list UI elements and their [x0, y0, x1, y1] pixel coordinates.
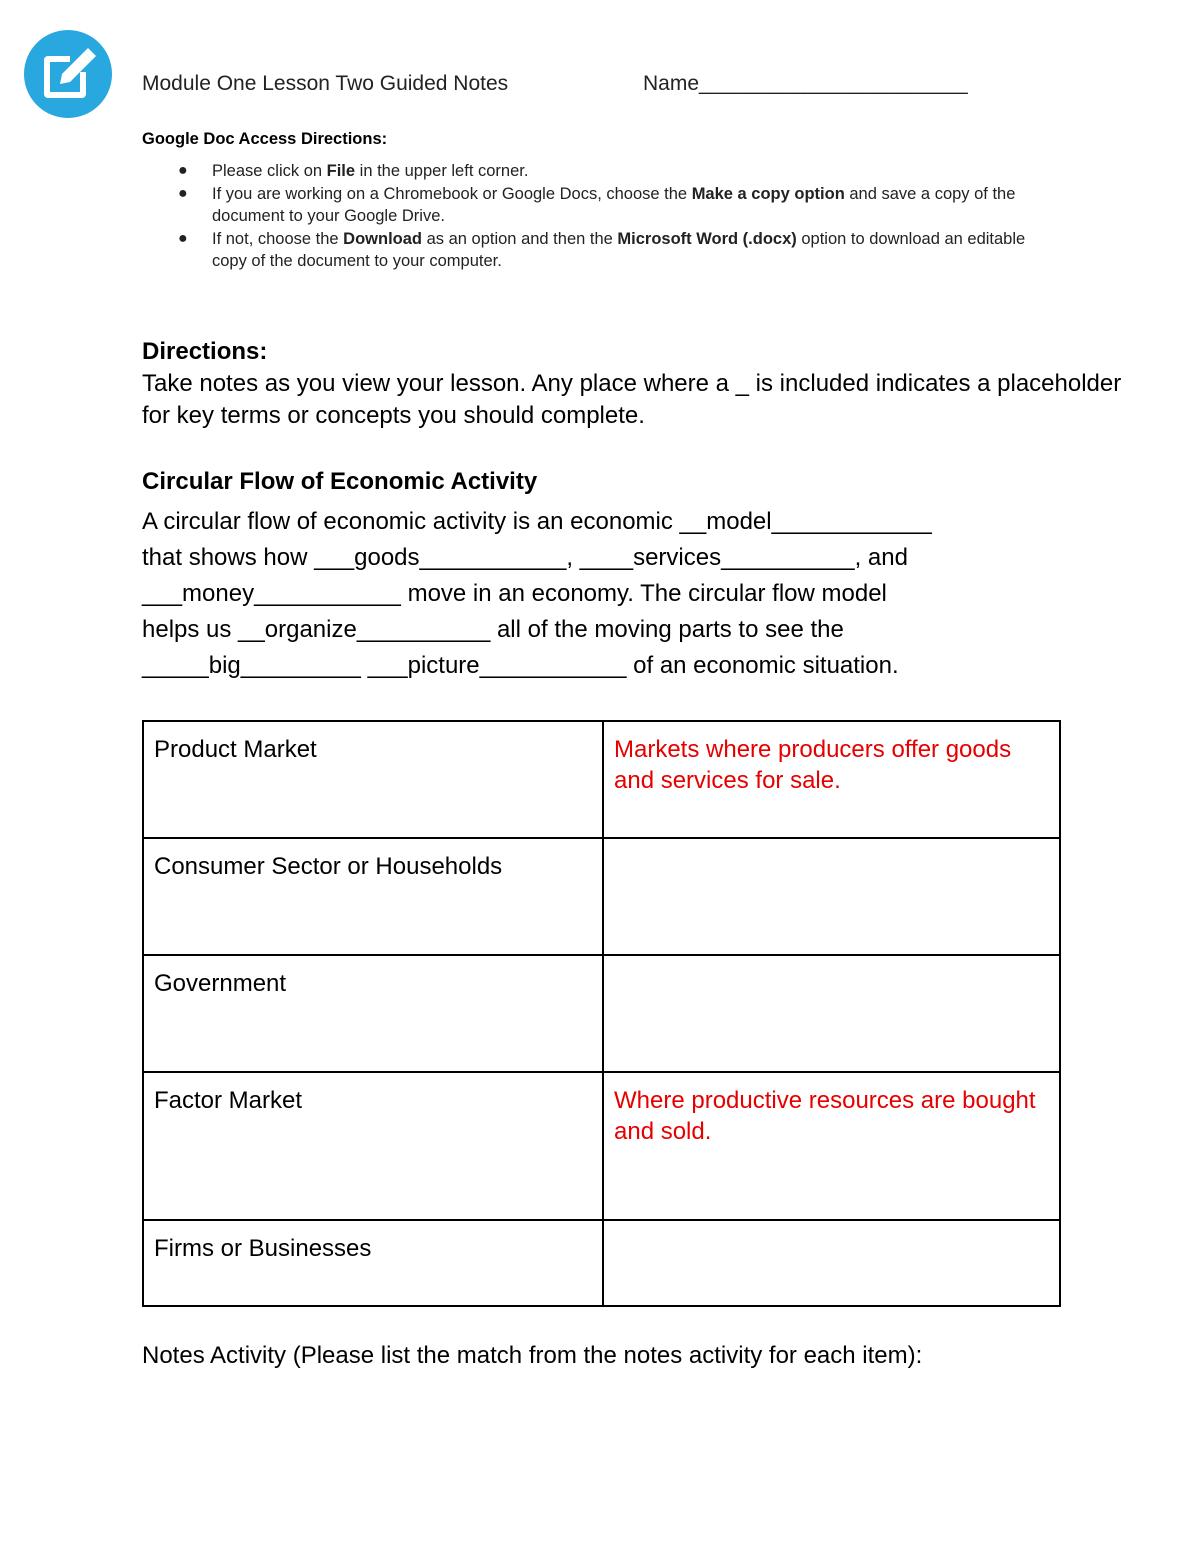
text-run: If you are working on a Chromebook or Google Docs, choose the	[212, 184, 692, 203]
definition-cell[interactable]	[603, 1220, 1060, 1306]
text-run: option to download an editable copy of the document to your computer.	[212, 229, 1026, 270]
table-row	[143, 1220, 1060, 1306]
terms-table	[142, 720, 1061, 1307]
definition-cell[interactable]: Markets where producers offer goods and services for sale.	[603, 721, 1060, 838]
circular-flow-heading: Circular Flow of Economic Activity	[142, 468, 538, 495]
table-row	[143, 1072, 1060, 1220]
circular-flow-paragraph	[142, 504, 1082, 684]
paragraph-line: _____big_________ ___picture___________ of an economic situation.	[142, 652, 899, 679]
definition-cell[interactable]: Where productive resources are bought and sold.	[603, 1072, 1060, 1220]
access-directions-list	[142, 160, 1062, 273]
notes-activity-prompt: Notes Activity (Please list the match from the notes activity for each item):	[142, 1342, 923, 1369]
document-title: Module One Lesson Two Guided Notes	[142, 72, 509, 95]
access-item	[142, 228, 1062, 273]
term-cell: Government	[143, 955, 603, 1072]
paragraph-line: A circular flow of economic activity is an economic __model____________	[142, 508, 932, 535]
definition-cell[interactable]	[603, 955, 1060, 1072]
paragraph-line: ___money___________ move in an economy. The circular flow model	[142, 580, 887, 607]
directions-text: Take notes as you view your lesson. Any place where a _ is included indicates a placeholder for key terms or concepts you should complete.	[142, 370, 1122, 429]
text-run: Please click on	[212, 162, 327, 180]
text-run: If not, choose the	[212, 229, 344, 248]
term-cell: Factor Market	[143, 1072, 603, 1220]
table-row	[143, 721, 1060, 838]
access-item	[142, 183, 1062, 228]
paragraph-line: helps us __organize__________ all of the moving parts to see the	[142, 616, 844, 643]
table-row	[143, 838, 1060, 955]
term-cell: Product Market	[143, 721, 603, 838]
definition-cell[interactable]	[603, 838, 1060, 955]
paragraph-line: that shows how ___goods___________, ____services__________, and	[142, 544, 908, 571]
bullet-icon: ●	[178, 184, 188, 202]
text-run: in the upper left corner.	[355, 162, 529, 180]
text-run: and save a copy of the document to your Google Drive.	[212, 184, 1016, 225]
bullet-icon: ●	[178, 229, 188, 247]
text-run: as an option and then the	[422, 229, 618, 248]
access-item	[142, 160, 1062, 183]
bold-run: File	[326, 162, 356, 180]
edit-pencil-icon	[24, 30, 112, 118]
bold-run: Microsoft Word (.docx)	[617, 229, 797, 248]
bold-run: Make a copy option	[691, 184, 845, 203]
name-field-label: Name_______________________	[643, 72, 968, 95]
access-directions-heading: Google Doc Access Directions:	[142, 130, 388, 148]
table-row	[143, 955, 1060, 1072]
directions-section	[142, 336, 1142, 432]
term-cell: Firms or Businesses	[143, 1220, 603, 1306]
bullet-icon: ●	[178, 162, 188, 179]
bold-run: Download	[343, 229, 422, 248]
term-cell: Consumer Sector or Households	[143, 838, 603, 955]
directions-heading: Directions:	[142, 338, 268, 365]
